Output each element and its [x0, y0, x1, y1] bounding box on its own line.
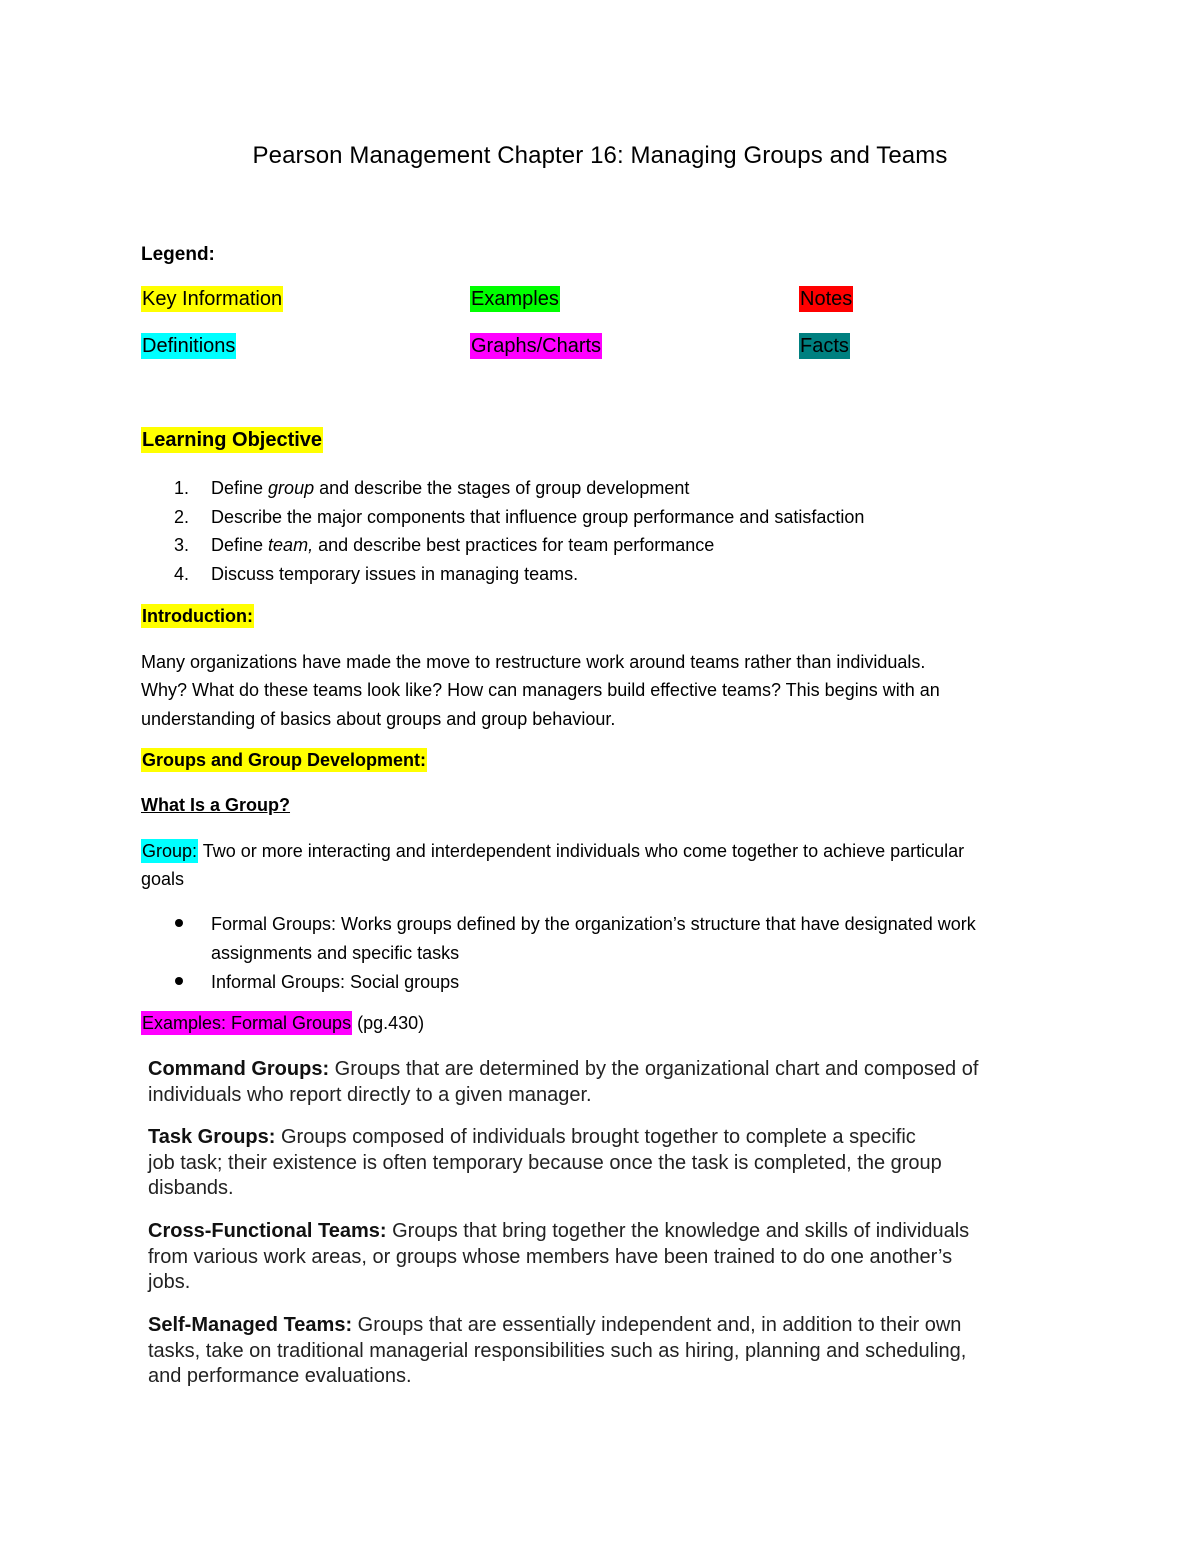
legend-heading: Legend:: [141, 244, 215, 265]
group-types-list: [141, 910, 1071, 998]
legend-graphs-charts: Graphs/Charts: [471, 335, 602, 357]
learning-objective-heading: Learning Objective: [142, 429, 323, 451]
bullet-icon: [175, 919, 183, 927]
legend-key-information: Key Information: [142, 288, 283, 310]
page-title: Pearson Management Chapter 16: Managing Groups and Teams: [252, 142, 948, 169]
introduction-paragraph: Many organizations have made the move to restructure work around teams rather than individuals. Why? What do these teams look like? How can managers build effective teams? This begins with an understanding of basics about groups and group behaviour.: [141, 652, 940, 729]
introduction-heading: Introduction:: [142, 606, 253, 626]
legend-notes: Notes: [800, 288, 853, 310]
legend-facts: Facts: [800, 335, 849, 357]
example-cross-functional-teams: Cross-Functional Teams: Groups that bring together the knowledge and skills of individuals from various work areas, or groups whose members have been trained to do one another’s jobs.: [148, 1220, 970, 1293]
list-item: Formal Groups: Works groups defined by the organization’s structure that have designated work assignments and specific tasks: [141, 910, 1071, 967]
what-is-a-group-subheading: What Is a Group?: [141, 795, 291, 815]
learning-objective-list: [141, 476, 1091, 590]
groups-development-heading: Groups and Group Development:: [142, 750, 427, 770]
list-item: Informal Groups: Social groups: [141, 968, 1071, 997]
example-task-groups: Task Groups: Groups composed of individuals brought together to complete a specific job task; their existence is often temporary because once the task is completed, the group disbands.: [148, 1126, 942, 1199]
list-item: 3. Define team, and describe best practices for team performance: [174, 535, 715, 555]
list-item: 1. Define group and describe the stages of group development: [174, 478, 690, 498]
legend-examples: Examples: [471, 288, 559, 310]
group-term: Group:: [142, 841, 198, 861]
examples-formal-groups-label: Examples: Formal Groups (pg.430): [142, 1013, 425, 1033]
legend-definitions: Definitions: [142, 335, 236, 357]
list-item: 4. Discuss temporary issues in managing teams.: [174, 563, 579, 584]
example-command-groups: Command Groups: Groups that are determined by the organizational chart and composed of individuals who report directly to a given manager.: [148, 1058, 979, 1106]
example-self-managed-teams: Self-Managed Teams: Groups that are essentially independent and, in addition to their own tasks, take on traditional managerial responsibilities such as hiring, planning and scheduling, and performance evaluations.: [148, 1314, 967, 1387]
bullet-icon: [175, 977, 183, 985]
group-definition: Group: Two or more interacting and interdependent individuals who come together to achieve particular goals: [141, 841, 965, 890]
list-item: 2. Describe the major components that influence group performance and satisfaction: [174, 506, 865, 527]
